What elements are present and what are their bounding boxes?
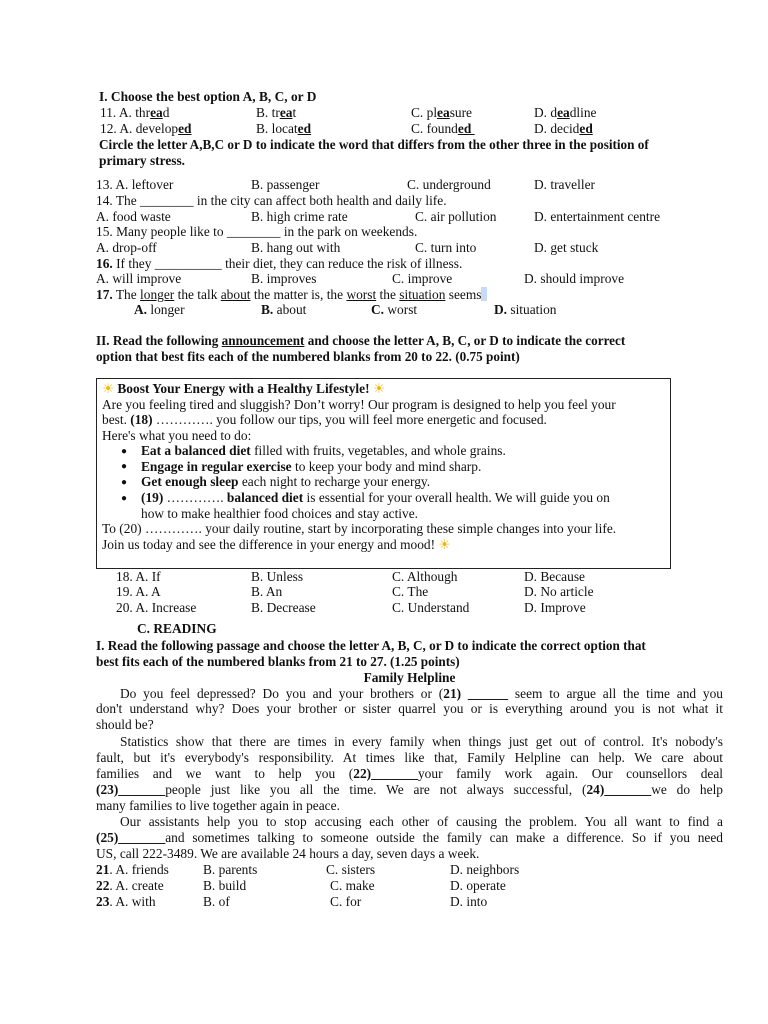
- q20-option-c: C. Understand: [392, 600, 470, 615]
- text-cursor: [481, 287, 487, 301]
- reading-heading-line1: I. Read the following passage and choose the letter A, B, C, or D to indicate the correct option that: [96, 638, 646, 653]
- q17-option-b: B. about: [261, 302, 307, 317]
- bullet-icon: ●: [121, 461, 128, 472]
- q13-option-d: D. traveller: [534, 177, 595, 192]
- bullet-icon: ●: [121, 446, 128, 457]
- q19-option-d: D. No article: [524, 584, 594, 599]
- q16-option-b: B. improves: [251, 271, 317, 286]
- q11-option-a: 11. A. thread: [100, 105, 170, 120]
- q15-option-c: C. turn into: [415, 240, 477, 255]
- q21-option-a: 21. A. friends: [96, 862, 169, 877]
- tip-exercise: Engage in regular exercise to keep your body and mind sharp.: [141, 459, 482, 474]
- q14-option-c: C. air pollution: [415, 209, 497, 224]
- q17-stem: 17. The longer the talk about the matter is, the worst the situation seems: [96, 287, 487, 303]
- stress-instruction-line1: Circle the letter A,B,C or D to indicate the word that differs from the other three in the position of: [99, 137, 649, 152]
- q18-option-b: B. Unless: [251, 569, 304, 584]
- sun-icon: ☀: [102, 381, 115, 396]
- reading-section-title: C. READING: [137, 621, 217, 636]
- announcement-p1-line2: best. (18) …………. you follow our tips, you will feel more energetic and focused.: [102, 412, 547, 427]
- sun-icon: ☀: [372, 381, 385, 396]
- passage-title: Family Helpline: [363, 670, 456, 685]
- q11-option-d: D. deadline: [534, 105, 597, 120]
- q18-option-c: C. Although: [392, 569, 458, 584]
- q22-option-c: C. make: [330, 878, 375, 893]
- tip-19-line1: (19) …………. balanced diet is essential for your overall health. We will guide you on: [141, 490, 610, 505]
- announcement-intro: Here's what you need to do:: [102, 428, 252, 443]
- part1-heading: I. Choose the best option A, B, C, or D: [99, 89, 317, 104]
- q15-option-d: D. get stuck: [534, 240, 599, 255]
- q22-option-d: D. operate: [450, 878, 506, 893]
- q12-option-b: B. located: [256, 121, 312, 136]
- q12-option-d: D. decided: [534, 121, 593, 136]
- q14-option-b: B. high crime rate: [251, 209, 348, 224]
- bullet-icon: ●: [121, 493, 128, 504]
- q22-option-b: B. build: [203, 878, 247, 893]
- q15-stem: 15. Many people like to ________ in the park on weekends.: [96, 224, 418, 239]
- q14-stem: 14. The ________ in the city can affect both health and daily life.: [96, 193, 447, 208]
- passage-p1-line2: don't understand why? Does your brother or sister quarrel you or is everything around you is not what it: [96, 701, 723, 716]
- q14-option-a: A. food waste: [96, 209, 171, 224]
- q13-option-b: B. passenger: [251, 177, 320, 192]
- q11-option-c: C. pleasure: [411, 105, 472, 120]
- q23-option-d: D. into: [450, 894, 488, 909]
- q11-option-b: B. treat: [256, 105, 297, 120]
- q14-option-d: D. entertainment centre: [534, 209, 661, 224]
- passage-p3-line1: Our assistants help you to stop accusing each other of causing the problem. You all want to find a: [120, 814, 723, 829]
- q23-option-b: B. of: [203, 894, 230, 909]
- q16-option-d: D. should improve: [524, 271, 625, 286]
- q22-option-a: 22. A. create: [96, 878, 164, 893]
- q15-option-a: A. drop-off: [96, 240, 157, 255]
- tip-19-line2: how to make healthier food choices and stay active.: [141, 506, 419, 521]
- passage-p1-line3: should be?: [96, 717, 154, 732]
- tip-sleep: Get enough sleep each night to recharge your energy.: [141, 474, 431, 489]
- passage-p3-line3: US, call 222-3489. We are available 24 hours a day, seven days a week.: [96, 846, 480, 861]
- q17-option-a: A. longer: [134, 302, 185, 317]
- part2-heading-line1: II. Read the following announcement and choose the letter A, B, C, or D to indicate the correct: [96, 333, 626, 348]
- passage-p3-line2: (25)_______and sometimes talking to someone outside the family can make a difference. So if you need: [96, 830, 723, 845]
- bullet-icon: ●: [121, 477, 128, 488]
- q20-option-b: B. Decrease: [251, 600, 316, 615]
- q15-option-b: B. hang out with: [251, 240, 341, 255]
- q23-option-c: C. for: [330, 894, 362, 909]
- q20-option-d: D. Improve: [524, 600, 586, 615]
- q21-option-d: D. neighbors: [450, 862, 520, 877]
- q13-option-a: 13. A. leftover: [96, 177, 174, 192]
- passage-p2-line3: families and we want to help you (22)_______your family work again. Our counsellors deal: [96, 766, 724, 781]
- q16-stem: 16. If they __________ their diet, they can reduce the risk of illness.: [96, 256, 463, 271]
- part2-heading-line2: option that best fits each of the numbered blanks from 20 to 22. (0.75 point): [96, 349, 520, 364]
- passage-p2-line1: Statistics show that there are times in every family when things just get out of control. It's nobody's: [120, 734, 723, 749]
- q19-option-c: C. The: [392, 584, 429, 599]
- announcement-p2-line2: Join us today and see the difference in your energy and mood! ☀: [102, 537, 451, 552]
- passage-p2-line2: fault, but it's everybody's responsibility. At times like that, Family Helpline can help. We care about: [96, 750, 723, 765]
- tip-balanced-diet: Eat a balanced diet filled with fruits, vegetables, and whole grains.: [141, 443, 506, 458]
- stress-instruction-line2: primary stress.: [99, 153, 186, 168]
- reading-heading-line2: best fits each of the numbered blanks from 21 to 27. (1.25 points): [96, 654, 460, 669]
- announcement-p1-line1: Are you feeling tired and sluggish? Don’t worry! Our program is designed to help you feel your: [102, 397, 616, 412]
- q21-option-c: C. sisters: [326, 862, 376, 877]
- announcement-p2-line1: To (20) …………. your daily routine, start by incorporating these simple changes into your life.: [102, 521, 617, 536]
- q21-option-b: B. parents: [203, 862, 258, 877]
- q16-option-c: C. improve: [392, 271, 453, 286]
- q18-option-d: D. Because: [524, 569, 585, 584]
- q12-option-c: C. founded: [411, 121, 475, 136]
- sun-icon: ☀: [438, 537, 451, 552]
- q23-option-a: 23. A. with: [96, 894, 156, 909]
- q20-option-a: 20. A. Increase: [116, 600, 197, 615]
- announcement-title: ☀ Boost Your Energy with a Healthy Lifestyle! ☀: [102, 381, 385, 396]
- passage-p2-line4: (23)_______people just like you all the time. We are not always successful, (24)_______we do help: [96, 782, 723, 797]
- q19-option-a: 19. A. A: [116, 584, 161, 599]
- passage-p1-line1: Do you feel depressed? Do you and your brothers or (21) ______ seem to argue all the time and you: [120, 686, 724, 701]
- q12-option-a: 12. A. developed: [100, 121, 192, 136]
- q13-option-c: C. underground: [407, 177, 491, 192]
- q16-option-a: A. will improve: [96, 271, 182, 286]
- passage-p2-line5: many families to live together again in peace.: [96, 798, 340, 813]
- q19-option-b: B. An: [251, 584, 283, 599]
- q18-option-a: 18. A. If: [116, 569, 161, 584]
- q17-option-c: C. worst: [371, 302, 418, 317]
- q17-option-d: D. situation: [494, 302, 557, 317]
